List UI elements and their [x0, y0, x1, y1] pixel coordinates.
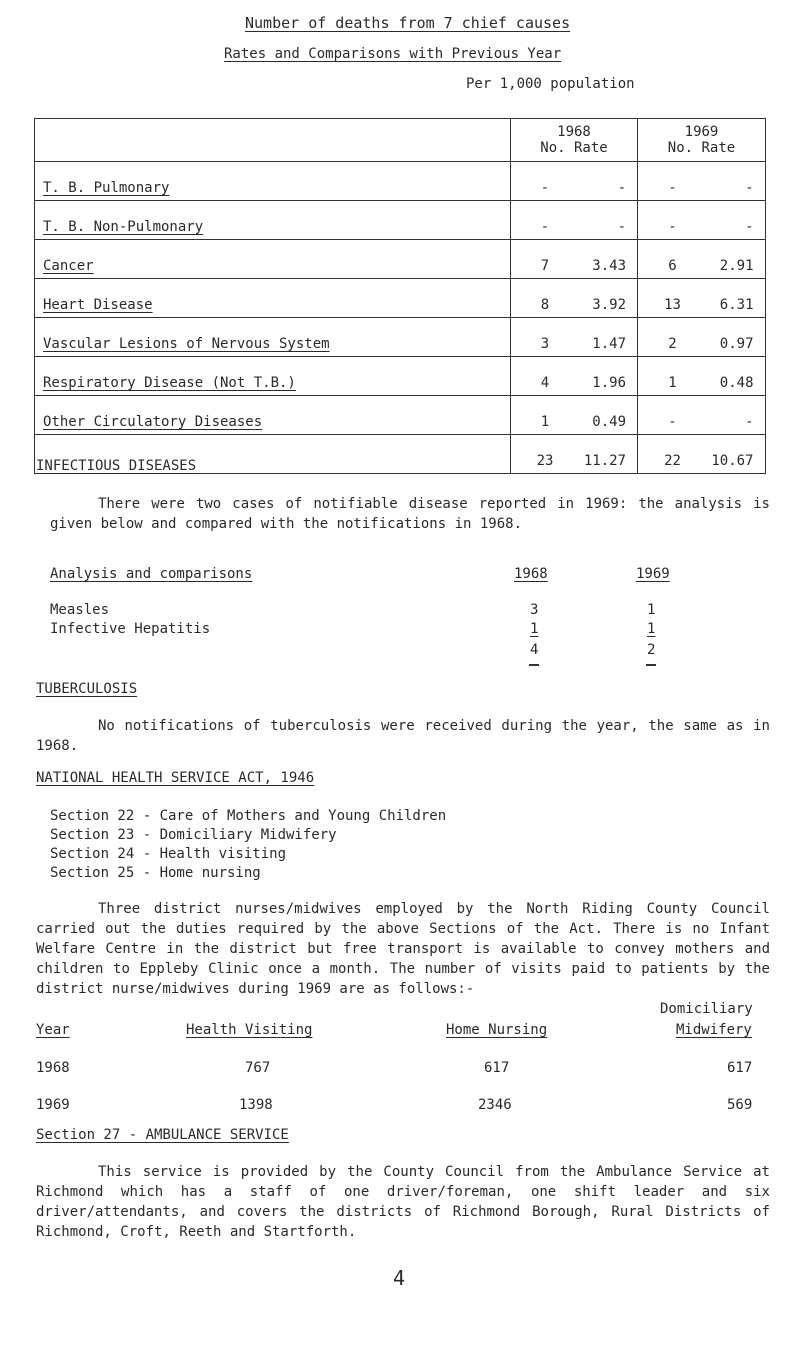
visits-cell: 767 [245, 1060, 271, 1076]
rate-cell-69 [638, 318, 766, 357]
cause-label: Respiratory Disease (Not T.B.) [43, 375, 296, 391]
death-rate: 0.97 [719, 336, 754, 352]
table-row [35, 357, 766, 396]
rate-cell-68 [511, 396, 638, 435]
death-rate: 2.91 [719, 258, 754, 274]
death-count: - [668, 180, 677, 196]
visits-cell: 1968 [36, 1060, 70, 1076]
death-count: 22 [664, 453, 681, 469]
death-rate: 1.47 [592, 336, 626, 352]
death-rate: 0.49 [592, 414, 626, 430]
cause-label: Heart Disease [43, 297, 153, 313]
death-rate: - [617, 180, 626, 196]
tuberculosis-heading: TUBERCULOSIS [36, 681, 138, 697]
nhs-text: Three district nurses/midwives employed by the North Riding County Council carried out the duties required by the above Sections of the Act. There is no Infant Welfare Centre in the district but free transport is available to convey mothers and children to Eppleby Clinic once a month. The number of visits paid to patients by the district nurse/midwives during 1969 are as follows:- [36, 901, 770, 997]
analysis-row-value: 1 [530, 621, 539, 637]
table-row [35, 201, 766, 240]
visits-header-midwifery: Midwifery [676, 1022, 752, 1038]
table-header-blank [35, 119, 511, 162]
page-title: Number of deaths from 7 chief causes [245, 14, 571, 32]
death-count: 3 [540, 336, 550, 352]
rate-cell-68 [511, 162, 638, 201]
cause-cell [35, 318, 511, 357]
nhs-section-item: Section 23 - Domiciliary Midwifery [50, 827, 337, 843]
death-count: 1 [540, 414, 550, 430]
cause-cell [35, 162, 511, 201]
ambulance-heading: Section 27 - AMBULANCE SERVICE [36, 1127, 289, 1143]
cause-cell [35, 240, 511, 279]
analysis-heading: Analysis and comparisons [50, 566, 253, 582]
death-rate: - [745, 219, 754, 235]
death-count: 4 [540, 375, 550, 391]
visits-cell: 1969 [36, 1097, 70, 1113]
analysis-row-value: 1 [647, 621, 656, 637]
rate-cell-69 [638, 240, 766, 279]
rate-cell-68 [511, 357, 638, 396]
cause-cell [35, 279, 511, 318]
analysis-total-1968: 4 [530, 642, 539, 658]
cause-cell [35, 396, 511, 435]
cause-label: Other Circulatory Diseases [43, 414, 263, 430]
rate-cell-69 [638, 162, 766, 201]
death-count: 2 [668, 336, 677, 352]
nhs-section-item: Section 22 - Care of Mothers and Young Children [50, 808, 447, 824]
rate-cell-68 [511, 201, 638, 240]
death-count: 8 [540, 297, 550, 313]
cause-label: T. B. Non-Pulmonary [43, 219, 204, 235]
death-rate: 10.67 [711, 453, 754, 469]
analysis-row-label: Measles [50, 602, 110, 618]
cause-cell [35, 201, 511, 240]
visits-header-year: Year [36, 1022, 70, 1038]
death-rate: 3.43 [592, 258, 626, 274]
visits-cell: 1398 [239, 1097, 273, 1113]
death-rate: - [617, 219, 626, 235]
tuberculosis-text: No notifications of tuberculosis were received during the year, the same as in 1968. [36, 718, 770, 754]
visits-cell: 617 [727, 1060, 753, 1076]
death-count: - [540, 219, 550, 235]
death-rate: 11.27 [583, 453, 626, 469]
death-count: - [668, 219, 677, 235]
table-header-1968: 1968 No. Rate [511, 119, 638, 162]
death-count: 7 [540, 258, 550, 274]
rate-cell-69 [638, 201, 766, 240]
rate-cell-69 [638, 435, 766, 474]
table-header-1969: 1969 No. Rate [638, 119, 766, 162]
table-row [35, 240, 766, 279]
ambulance-text: This service is provided by the County Council from the Ambulance Service at Richmond which has a staff of one driver/foreman, one shift leader and six driver/attendants, and covers the districts of Richmond Borough, Rural Districts of Richmond, Croft, Reeth and Startforth. [36, 1164, 770, 1240]
visits-cell: 569 [727, 1097, 753, 1113]
rate-cell-68 [511, 435, 638, 474]
analysis-col-1968: 1968 [514, 566, 548, 582]
nhs-heading: NATIONAL HEALTH SERVICE ACT, 1946 [36, 770, 315, 786]
analysis-row-value: 1 [647, 602, 656, 618]
death-count: 1 [668, 375, 677, 391]
rate-cell-68 [511, 240, 638, 279]
rate-cell-68 [511, 318, 638, 357]
rate-cell-69 [638, 357, 766, 396]
deaths-table [34, 118, 766, 474]
table-row [35, 279, 766, 318]
page-number: 4 [393, 1266, 406, 1290]
table-row [35, 162, 766, 201]
rate-cell-69 [638, 279, 766, 318]
death-rate: 3.92 [592, 297, 626, 313]
death-count: 6 [668, 258, 677, 274]
infectious-text: There were two cases of notifiable disease reported in 1969: the analysis is given below and compared with the notifications in 1968. [50, 496, 770, 532]
cause-cell [35, 357, 511, 396]
analysis-total-1969: 2 [647, 642, 656, 658]
page-subtitle: Rates and Comparisons with Previous Year [224, 46, 562, 62]
nhs-section-item: Section 24 - Health visiting [50, 846, 287, 862]
death-count: 23 [536, 453, 554, 469]
visits-header-domiciliary: Domiciliary [660, 1001, 753, 1017]
table-header-row [35, 119, 766, 162]
cause-label: Cancer [43, 258, 94, 274]
table-row [35, 318, 766, 357]
cause-label: Vascular Lesions of Nervous System [43, 336, 330, 352]
rate-cell-68 [511, 279, 638, 318]
death-rate: 1.96 [592, 375, 626, 391]
analysis-row-label: Infective Hepatitis [50, 621, 211, 637]
per-population-note: Per 1,000 population [466, 76, 635, 92]
cause-label: T. B. Pulmonary [43, 180, 170, 196]
death-rate: 0.48 [719, 375, 754, 391]
infectious-heading: INFECTIOUS DISEASES [36, 458, 197, 474]
death-count: 13 [664, 297, 681, 313]
total-rule [529, 664, 539, 666]
death-count: - [668, 414, 677, 430]
death-rate: - [745, 414, 754, 430]
analysis-col-1969: 1969 [636, 566, 670, 582]
nhs-section-item: Section 25 - Home nursing [50, 865, 261, 881]
visits-header-health: Health Visiting [186, 1022, 313, 1038]
table-row [35, 396, 766, 435]
death-count: - [540, 180, 550, 196]
total-rule [646, 664, 656, 666]
visits-header-home: Home Nursing [446, 1022, 548, 1038]
death-rate: - [745, 180, 754, 196]
death-rate: 6.31 [719, 297, 754, 313]
rate-cell-69 [638, 396, 766, 435]
visits-cell: 617 [484, 1060, 510, 1076]
analysis-row-value: 3 [530, 602, 539, 618]
visits-cell: 2346 [478, 1097, 512, 1113]
